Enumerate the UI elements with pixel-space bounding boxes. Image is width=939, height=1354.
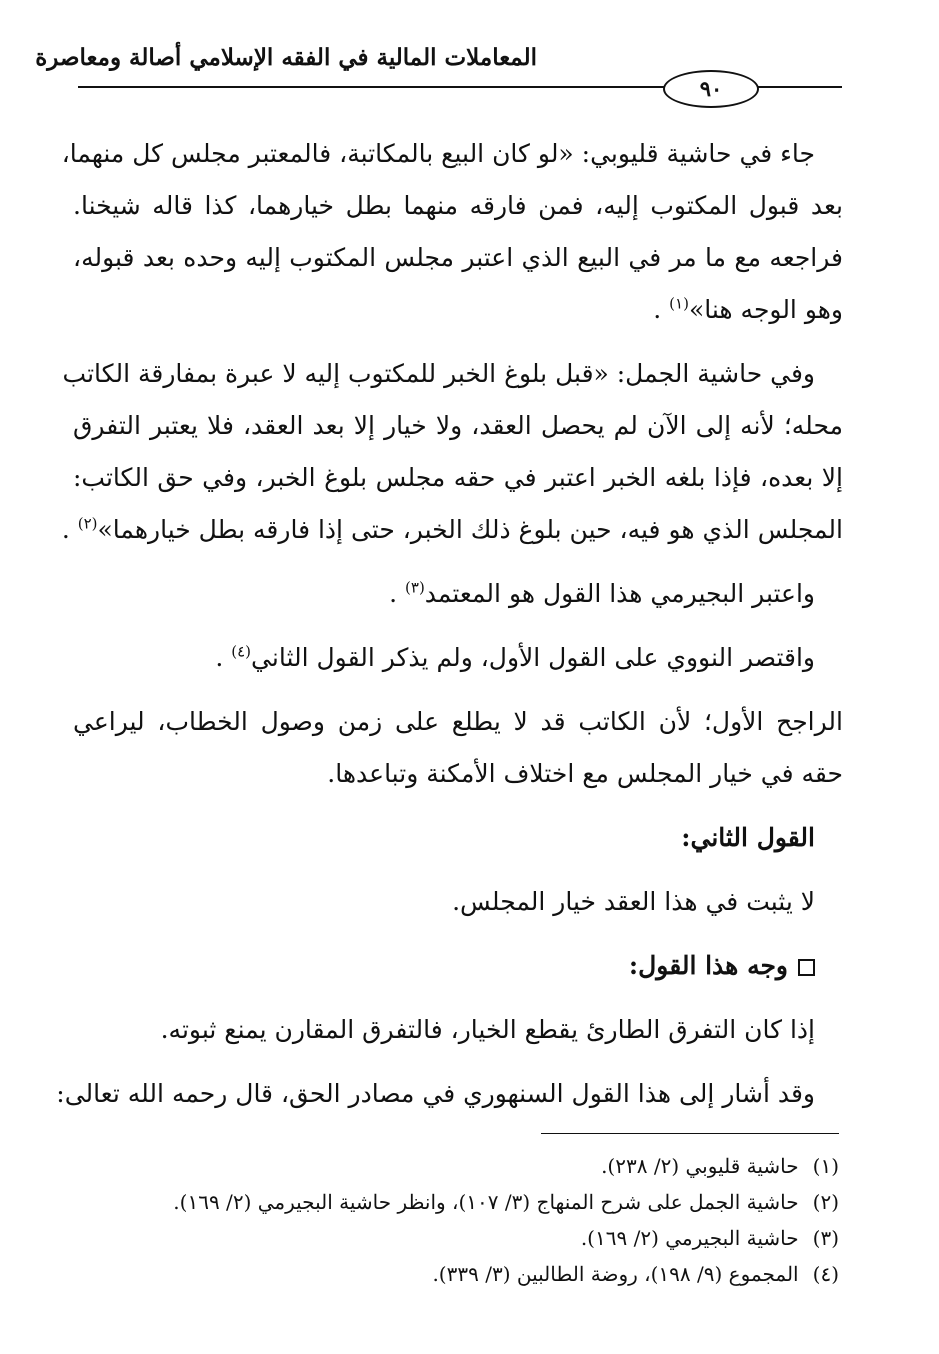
text-line [73,284,843,336]
running-header-title: المعاملات المالية في الفقه الإسلامي أصالة ومعاصرة [35,44,537,71]
footnote-item [79,1256,839,1292]
text-line: جاء في حاشية قليوبي: «لو كان البيع بالمكاتبة، فالمعتبر مجلس كل منهما، [61,139,815,168]
paragraph-preferred-opinion [73,696,843,800]
text-line [61,504,843,556]
footnotes [79,1148,839,1292]
footnote-text: حاشية قليوبي (٢/ ٢٣٨). [601,1154,799,1178]
period: . [389,579,398,608]
text-line: محله؛ لأنه إلى الآن لم يحصل العقد، ولا خيار إلا بعد العقد، فلا يعتبر التفرق [73,411,843,440]
footnote-text: المجموع (٩/ ١٩٨)، روضة الطالبين (٣/ ٣٣٩). [432,1262,799,1286]
text-span: واعتبر البجيرمي هذا القول هو المعتمد [424,579,815,608]
footnote-number: (٢) [812,1190,839,1214]
period: . [215,643,224,672]
text-span: المجلس الذي هو فيه، حين بلوغ ذلك الخبر، حتى إذا فارقه بطل خيارهما» [97,515,843,544]
paragraph-reasoning: إذا كان التفرق الطارئ يقطع الخيار، فالتفرق المقارن يمنع ثبوته. [160,1015,815,1044]
paragraph-hashiyat-al-jamal [61,348,843,556]
paragraph-hashiyat-qalyubi [61,128,843,336]
heading-second-opinion: القول الثاني: [681,823,815,852]
text-span: واقتصر النووي على القول الأول، ولم يذكر القول الثاني [251,643,815,672]
footnote-ref: (٤) [231,642,252,661]
paragraph-bujayrami [73,568,843,620]
paragraph-nawawi [73,632,843,684]
footnote-number: (٤) [812,1262,839,1286]
heading-reasoning [73,940,843,992]
main-text [56,128,843,1120]
heading-text: وجه هذا القول: [628,951,788,980]
text-line: فراجعه مع ما مر في البيع الذي اعتبر مجلس المكتوب إليه وحده بعد قبوله، [73,243,843,272]
footnote-item [79,1220,839,1256]
footnote-ref: (٢) [77,514,98,533]
text-line: بعد قبول المكتوب إليه، فمن فارقه منهما بطل خيارهما، كذا قاله شيخنا. [73,191,843,220]
period: . [653,295,662,324]
text-line: الراجح الأول؛ لأن الكاتب قد لا يطلع على زمن وصول الخطاب، ليراعي [73,707,843,736]
footnote-text: حاشية البجيرمي (٢/ ١٦٩). [580,1226,799,1250]
text-span: وهو الوجه هنا» [688,295,843,324]
footnote-number: (١) [812,1154,839,1178]
text-line: حقه في خيار المجلس مع اختلاف الأمكنة وتباعدها. [327,759,843,788]
footnote-ref: (١) [669,294,689,313]
footnote-ref: (٣) [405,578,425,597]
footnote-text: حاشية الجمل على شرح المنهاج (٣/ ١٠٧)، وانظر حاشية البجيرمي (٢/ ١٦٩). [173,1190,799,1214]
square-bullet-icon [798,959,815,976]
period: . [61,515,70,544]
footnote-separator [541,1133,839,1134]
text-line: إلا بعده، فإذا بلغه الخبر اعتبر في حقه مجلس بلوغ الخبر، وفي حق الكاتب: [73,463,843,492]
footnote-item [79,1148,839,1184]
text-line: وفي حاشية الجمل: «قبل بلوغ الخبر للمكتوب إليه لا عبرة بمفارقة الكاتب [62,359,815,388]
footnote-number: (٣) [812,1226,839,1250]
footnote-item [79,1184,839,1220]
paragraph-sanhuri: وقد أشار إلى هذا القول السنهوري في مصادر الحق، قال رحمه الله تعالى: [56,1079,815,1108]
page-number: ٩٠ [663,70,759,108]
paragraph-second-opinion: لا يثبت في هذا العقد خيار المجلس. [452,887,815,916]
